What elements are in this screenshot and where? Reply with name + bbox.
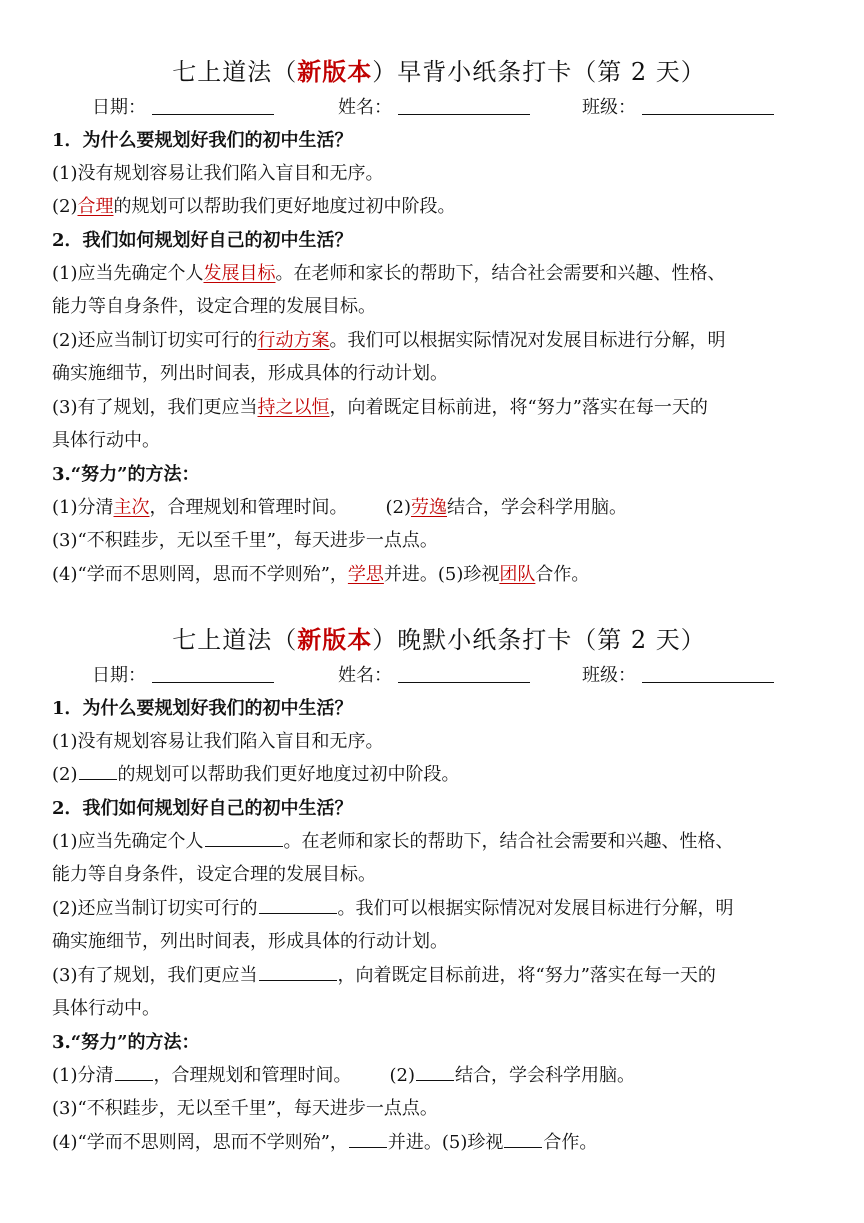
fill-blank[interactable] (349, 1127, 387, 1148)
text-fragment: ，合理规划和管理时间。 (149, 497, 348, 518)
answer-2-1-cont: 能力等自身条件，设定合理的发展目标。 (52, 296, 376, 317)
fill-blank[interactable] (416, 1060, 454, 1081)
text-fragment: (4)“学而不思则罔，思而不学则殆”， (52, 1132, 348, 1153)
question-3: 3.“努力”的方法： (52, 1032, 200, 1053)
key-term: 发展目标 (203, 263, 276, 284)
answer-2-1 (52, 825, 812, 858)
answer-2-3-cont: 具体行动中。 (52, 998, 160, 1019)
date-field[interactable] (152, 114, 274, 115)
text-fragment: (3)有了规划，我们更应当 (52, 965, 258, 986)
key-term: 学思 (347, 564, 384, 585)
text-fragment: 。在老师和家长的帮助下，结合社会需要和兴趣、性格、 (283, 831, 734, 852)
answer-3-1-2 (52, 491, 812, 524)
text-fragment: 并进。(5)珍视 (387, 1132, 504, 1153)
info-row (0, 92, 864, 124)
key-term: 团队 (499, 564, 536, 585)
key-term: 行动方案 (257, 330, 330, 351)
answer-3-4-5 (52, 1126, 812, 1159)
name-label: 姓名： (338, 97, 392, 118)
text-fragment: 并进。(5)珍视 (383, 564, 500, 585)
question-2: 2．我们如何规划好自己的初中生活？ (52, 230, 353, 251)
text-fragment: (1)应当先确定个人 (52, 831, 204, 852)
sheet-title (14, 620, 864, 660)
date-label: 日期： (92, 665, 146, 686)
question-2: 2．我们如何规划好自己的初中生活？ (52, 798, 353, 819)
answer-2-2-cont: 确实施细节，列出时间表，形成具体的行动计划。 (52, 931, 448, 952)
text-fragment: ，向着既定目标前进，将“努力”落实在每一天的 (337, 965, 716, 986)
class-label: 班级： (582, 665, 636, 686)
text-fragment: (1)分清 (52, 1065, 114, 1086)
answer-3-1-2 (52, 1059, 812, 1092)
text-fragment: 的规划可以帮助我们更好地度过初中阶段。 (113, 196, 456, 217)
answer-2-2-cont: 确实施细节，列出时间表，形成具体的行动计划。 (52, 363, 448, 384)
key-term: 持之以恒 (257, 397, 330, 418)
title-suffix: ）早背小纸条打卡（第 2 天） (372, 58, 706, 86)
answer-2-3 (52, 959, 812, 992)
morning-sheet (0, 52, 864, 585)
answer-1-1: (1)没有规划容易让我们陷入盲目和无序。 (52, 731, 384, 752)
title-suffix: ）晚默小纸条打卡（第 2 天） (372, 626, 706, 654)
name-field[interactable] (398, 682, 530, 683)
class-field[interactable] (642, 682, 774, 683)
title-prefix: 七上道法（ (172, 626, 298, 654)
answer-3-3: (3)“不积跬步，无以至千里”，每天进步一点点。 (52, 530, 438, 551)
text-fragment: ，合理规划和管理时间。 (153, 1065, 352, 1086)
text-fragment: (2) (385, 497, 411, 518)
answer-2-1 (52, 257, 812, 290)
answer-1-2 (52, 190, 812, 223)
text-fragment: (1)应当先确定个人 (52, 263, 204, 284)
fill-blank[interactable] (504, 1127, 542, 1148)
title-prefix: 七上道法（ (172, 58, 298, 86)
text-fragment: 合作。 (535, 564, 590, 585)
text-fragment: 合作。 (543, 1132, 598, 1153)
name-label: 姓名： (338, 665, 392, 686)
answer-2-1-cont: 能力等自身条件，设定合理的发展目标。 (52, 864, 376, 885)
text-fragment: 的规划可以帮助我们更好地度过初中阶段。 (117, 764, 460, 785)
text-fragment: (4)“学而不思则罔，思而不学则殆”， (52, 564, 348, 585)
text-fragment: (2) (52, 196, 78, 217)
text-fragment: ，向着既定目标前进，将“努力”落实在每一天的 (329, 397, 708, 418)
sheet-title (14, 52, 864, 92)
answer-2-3 (52, 391, 812, 424)
info-row (0, 660, 864, 692)
answer-2-2 (52, 892, 812, 925)
text-fragment: (2)还应当制订切实可行的 (52, 898, 258, 919)
text-fragment: (2)还应当制订切实可行的 (52, 330, 258, 351)
text-fragment: (1)分清 (52, 497, 114, 518)
answer-1-1: (1)没有规划容易让我们陷入盲目和无序。 (52, 163, 384, 184)
answer-2-2 (52, 324, 812, 357)
title-highlight: 新版本 (297, 57, 373, 86)
title-highlight: 新版本 (297, 625, 373, 654)
key-term: 主次 (113, 497, 150, 518)
fill-blank[interactable] (205, 826, 283, 847)
class-field[interactable] (642, 114, 774, 115)
answer-3-4-5 (52, 558, 812, 591)
key-term: 劳逸 (411, 497, 447, 518)
question-1: 1．为什么要规划好我们的初中生活？ (52, 698, 353, 719)
class-label: 班级： (582, 97, 636, 118)
answer-3-3: (3)“不积跬步，无以至千里”，每天进步一点点。 (52, 1098, 438, 1119)
name-field[interactable] (398, 114, 530, 115)
key-term: 合理 (77, 196, 114, 217)
answer-1-2 (52, 758, 812, 791)
question-1: 1．为什么要规划好我们的初中生活？ (52, 130, 353, 151)
text-fragment: (2) (52, 764, 78, 785)
fill-blank[interactable] (259, 960, 337, 981)
date-label: 日期： (92, 97, 146, 118)
text-fragment: (3)有了规划，我们更应当 (52, 397, 258, 418)
question-3: 3.“努力”的方法： (52, 464, 200, 485)
text-fragment: (2) (389, 1065, 415, 1086)
date-field[interactable] (152, 682, 274, 683)
evening-sheet (0, 620, 864, 1153)
text-fragment: 。我们可以根据实际情况对发展目标进行分解，明 (337, 898, 734, 919)
text-fragment: 结合，学会科学用脑。 (447, 497, 627, 518)
text-fragment: 。我们可以根据实际情况对发展目标进行分解，明 (329, 330, 726, 351)
fill-blank[interactable] (259, 893, 337, 914)
answer-2-3-cont: 具体行动中。 (52, 430, 160, 451)
text-fragment: 。在老师和家长的帮助下，结合社会需要和兴趣、性格、 (275, 263, 726, 284)
fill-blank[interactable] (79, 759, 117, 780)
text-fragment: 结合，学会科学用脑。 (455, 1065, 635, 1086)
fill-blank[interactable] (115, 1060, 153, 1081)
